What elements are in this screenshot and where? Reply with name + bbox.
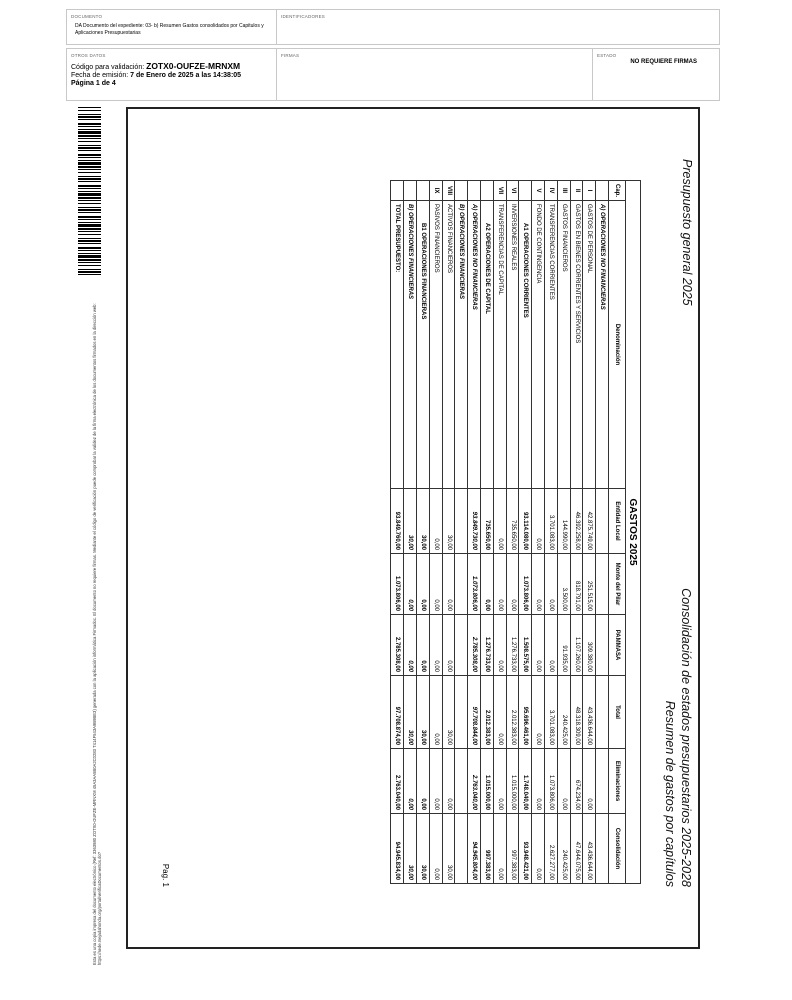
amount-cell: 0,00 [583, 749, 596, 814]
denomination-cell: B) OPERACIONES FINANCIERAS [455, 201, 468, 489]
barcode-bar [78, 172, 101, 173]
amount-cell: 93.849.760,00 [391, 489, 404, 554]
barcode-bar [78, 162, 101, 165]
amount-cell: 0,00 [532, 676, 545, 749]
table-row [391, 181, 404, 884]
amount-cell: 30,00 [417, 489, 430, 554]
amount-cell: 0,00 [493, 676, 506, 749]
page-title-left: Presupuesto general 2025 [680, 159, 694, 306]
barcode-bar [78, 154, 101, 156]
table-header-row [609, 181, 626, 884]
amount-cell: 0,00 [493, 749, 506, 814]
amount-cell: 2.012.383,00 [481, 676, 494, 749]
barcode-bar [78, 231, 101, 232]
amount-cell: 997.383,00 [506, 814, 519, 884]
table-row [417, 181, 430, 884]
amount-cell: 0,00 [429, 489, 442, 554]
amount-cell: 309.380,00 [583, 615, 596, 676]
amount-cell: 0,00 [532, 814, 545, 884]
amount-cell: 1.015.000,00 [506, 749, 519, 814]
amount-cell: 30,00 [404, 676, 417, 749]
amount-cell: 251.515,00 [583, 554, 596, 615]
amount-cell: 97.708.844,00 [468, 676, 481, 749]
chapter-cell: V [532, 181, 545, 201]
amount-cell: 0,00 [404, 749, 417, 814]
amount-cell: 30,00 [404, 489, 417, 554]
barcode-bar [78, 234, 101, 235]
column-header: Denominación [609, 201, 626, 489]
chapter-cell [519, 181, 532, 201]
pagina-indicator: Página 1 de 4 [71, 80, 116, 87]
barcode-bar [78, 255, 101, 258]
barcode-bar [78, 126, 101, 127]
barcode-bar [78, 147, 101, 149]
amount-cell: 735.650,00 [481, 489, 494, 554]
amount-cell: 1.276.733,00 [481, 615, 494, 676]
table-row [583, 181, 596, 884]
table-row [532, 181, 545, 884]
gastos-table [390, 180, 641, 884]
table-row [455, 181, 468, 884]
barcode-bar [78, 197, 101, 199]
amount-cell: 0,00 [545, 554, 558, 615]
identificadores-caption: IDENTIFICADORES [281, 14, 326, 19]
amount-cell: 93.948.421,00 [519, 814, 532, 884]
chapter-cell: II [570, 181, 583, 201]
chapter-cell [468, 181, 481, 201]
chapter-cell: VI [506, 181, 519, 201]
amount-cell: 46.392.258,00 [570, 489, 583, 554]
page-number [161, 864, 170, 887]
barcode-bar [78, 250, 101, 251]
barcode-bar [78, 240, 101, 242]
amount-cell: 93.114.080,00 [519, 489, 532, 554]
barcode-bar [78, 176, 101, 177]
amount-cell: 1.073.806,00 [468, 554, 481, 615]
barcode-bar [78, 193, 101, 196]
estado-value: NO REQUIERE FIRMAS [630, 59, 697, 65]
amount-cell: 0,00 [417, 615, 430, 676]
amount-cell: 1.073.806,00 [519, 554, 532, 615]
amount-cell: 0,00 [429, 814, 442, 884]
chapter-cell: IX [429, 181, 442, 201]
amount-cell: 1.073.806,00 [545, 749, 558, 814]
table-row [404, 181, 417, 884]
amount-cell: 30,00 [417, 676, 430, 749]
amount-cell: 0,00 [493, 554, 506, 615]
documento-cell [67, 10, 276, 44]
chapter-cell [404, 181, 417, 201]
amount-cell: 0,00 [545, 615, 558, 676]
barcode-bar [78, 114, 101, 115]
denomination-cell: PASIVOS FINANCIEROS [429, 201, 442, 489]
chapter-cell [596, 181, 609, 201]
table-row [442, 181, 455, 884]
barcode-bar [78, 178, 101, 180]
amount-cell: 0,00 [493, 489, 506, 554]
barcode-bar [78, 219, 101, 220]
table-row [468, 181, 481, 884]
denomination-cell: A2 OPERACIONES DE CAPITAL [481, 201, 494, 489]
column-header: Consolidación [609, 814, 626, 884]
denomination-cell: FONDO DE CONTINGENCIA [532, 201, 545, 489]
barcode-bar [78, 238, 101, 239]
amount-cell [455, 615, 468, 676]
rotated-page-content [128, 109, 698, 947]
amount-cell: 1.748.040,00 [519, 749, 532, 814]
amount-cell [455, 489, 468, 554]
barcode-bar [78, 203, 101, 204]
chapter-cell: I [583, 181, 596, 201]
barcode-bar [78, 123, 101, 125]
denomination-cell: A) OPERACIONES NO FINANCIERAS [468, 201, 481, 489]
amount-cell: 0,00 [532, 489, 545, 554]
codigo-value[interactable]: ZOTX0-OUFZE-MRNXM [146, 61, 241, 71]
codigo-label: Código para validación: [71, 64, 145, 71]
amount-cell: 95.696.461,00 [519, 676, 532, 749]
amount-cell: 94.945.804,00 [468, 814, 481, 884]
barcode-bar [78, 269, 101, 270]
chapter-cell [455, 181, 468, 201]
amount-cell [455, 676, 468, 749]
chapter-cell: III [557, 181, 570, 201]
amount-cell [455, 814, 468, 884]
denomination-cell: B1 OPERACIONES FINANCIERAS [417, 201, 430, 489]
denomination-cell: B) OPERACIONES FINANCIERAS [404, 201, 417, 489]
barcode-bar [78, 207, 101, 208]
amount-cell: 0,00 [532, 554, 545, 615]
fecha-value: 7 de Enero de 2025 a las 14:38:05 [130, 72, 242, 79]
verification-side-text: Esta es una copia impresa del documento electrónico (Ref: 3363980 ZOTX0-OUFZE-MRNXM 45A3AA5B0A2C0283 T414F543A9B9BE3) generada con la aplicación informática Firmadoc. El documento no requiere firmas. Mediante el código de verificación puede comprobar la validez de la firma electrónica de los documentos firmados en la dirección web: https://sede.mejadahonda.org/portal/verificaDocumentos.do? [92, 303, 103, 965]
amount-cell [596, 554, 609, 615]
amount-cell [455, 749, 468, 814]
barcode-bar [78, 166, 101, 168]
amount-cell: 30,00 [417, 814, 430, 884]
barcode-bar [78, 110, 101, 111]
barcode-bar [78, 271, 101, 273]
page-label: Pag. [161, 863, 170, 881]
estado-caption: ESTADO [597, 53, 617, 58]
barcode-bar [78, 209, 101, 211]
amount-cell: 818.791,00 [570, 554, 583, 615]
barcode-bar [78, 224, 101, 227]
amount-cell: 674.234,00 [570, 749, 583, 814]
amount-cell: 0,00 [532, 749, 545, 814]
amount-cell: 0,00 [404, 615, 417, 676]
denomination-cell: ACTIVOS FINANCIEROS [442, 201, 455, 489]
amount-cell: 2.763.040,00 [468, 749, 481, 814]
page-title-right [662, 588, 694, 887]
chapter-cell [481, 181, 494, 201]
denomination-cell: GASTOS EN BIENES CORRIENTES Y SERVICIOS [570, 201, 583, 489]
documento-caption: DOCUMENTO [71, 14, 103, 19]
firmas-caption: FIRMAS [281, 53, 300, 58]
documento-text: DA Documento del expediente: 03- b) Resumen Gastos consolidados por Capitulos y Aplicaciones Presupuestarias [75, 23, 264, 36]
amount-cell: 0,00 [532, 615, 545, 676]
barcode-bar [78, 191, 101, 192]
amount-cell: 1.015.000,00 [481, 749, 494, 814]
amount-cell: 0,00 [417, 749, 430, 814]
amount-cell: 3.500,00 [557, 554, 570, 615]
amount-cell: 91.935,00 [557, 615, 570, 676]
barcode-bar [78, 157, 101, 158]
barcode-bar [78, 138, 101, 139]
denomination-cell: TRANSFERENCIAS DE CAPITAL [493, 201, 506, 489]
barcode-bar [78, 135, 101, 137]
amount-cell: 0,00 [493, 814, 506, 884]
barcode-bar [78, 169, 101, 170]
amount-cell: 240.425,00 [557, 814, 570, 884]
barcode-bar [78, 243, 101, 244]
barcode-bar [78, 188, 101, 189]
chapter-cell [391, 181, 404, 201]
amount-cell [455, 554, 468, 615]
barcode-bar [78, 145, 101, 146]
amount-cell: 0,00 [481, 554, 494, 615]
amount-cell: 97.708.874,00 [391, 676, 404, 749]
amount-cell: 0,00 [429, 554, 442, 615]
barcode-bar [78, 141, 101, 142]
table-row [481, 181, 494, 884]
table-row [557, 181, 570, 884]
amount-cell: 0,00 [442, 749, 455, 814]
page-title-right-line2: Resumen de gastos por capítulos [663, 700, 677, 887]
chapter-cell: VIII [442, 181, 455, 201]
amount-cell [596, 814, 609, 884]
amount-cell: 0,00 [417, 554, 430, 615]
amount-cell: 2.785.308,00 [391, 615, 404, 676]
amount-cell: 48.318.309,00 [570, 676, 583, 749]
denomination-cell: A) OPERACIONES NO FINANCIERAS [596, 201, 609, 489]
amount-cell: 3.701.083,00 [545, 676, 558, 749]
barcode-bar [78, 274, 101, 275]
amount-cell: 1.073.806,00 [391, 554, 404, 615]
amount-cell: 30,00 [442, 814, 455, 884]
amount-cell: 0,00 [506, 554, 519, 615]
column-header: Monte del Pilar [609, 554, 626, 615]
table-title: GASTOS 2025 [626, 181, 641, 884]
table-row [570, 181, 583, 884]
page-number-value: 1 [161, 882, 170, 887]
table-row [519, 181, 532, 884]
barcode-bar [78, 160, 101, 161]
amount-cell: 47.644.075,00 [570, 814, 583, 884]
chapter-cell: IV [545, 181, 558, 201]
amount-cell: 2.763.040,00 [391, 749, 404, 814]
chapter-cell: VII [493, 181, 506, 201]
header-document-row [66, 9, 720, 45]
fecha-label: Fecha de emisión: [71, 72, 129, 79]
amount-cell: 43.436.644,00 [583, 676, 596, 749]
column-header: Eliminaciones [609, 749, 626, 814]
amount-cell: 240.425,00 [557, 676, 570, 749]
table-row [596, 181, 609, 884]
firmas-cell [276, 49, 592, 100]
amount-cell: 2.785.308,00 [468, 615, 481, 676]
barcode-bar [78, 212, 101, 213]
barcode-bar [78, 265, 101, 266]
barcode-bar [78, 262, 101, 263]
amount-cell: 43.436.644,00 [583, 814, 596, 884]
amount-cell: 94.945.834,00 [391, 814, 404, 884]
denomination-cell: TOTAL PRESUPUESTO: [391, 201, 404, 489]
barcode-bar [78, 222, 101, 223]
amount-cell: 3.701.083,00 [545, 489, 558, 554]
validation-block [71, 62, 241, 88]
barcode-bar [78, 119, 101, 120]
amount-cell: 30,00 [404, 814, 417, 884]
denomination-cell: A1 OPERACIONES CORRIENTES [519, 201, 532, 489]
column-header: Cap. [609, 181, 626, 201]
estado-cell [592, 49, 719, 100]
otros-datos-cell [67, 49, 276, 100]
amount-cell [596, 749, 609, 814]
barcode-image [78, 107, 101, 275]
amount-cell: 2.627.277,00 [545, 814, 558, 884]
amount-cell: 1.107.260,00 [570, 615, 583, 676]
barcode-bar [78, 228, 101, 230]
denomination-cell: INVERSIONES REALES [506, 201, 519, 489]
amount-cell: 30,00 [442, 676, 455, 749]
page-title-right-line1: Consolidación de estados presupuestarios 2025-2028 [679, 588, 693, 887]
column-header: Entidad Local [609, 489, 626, 554]
amount-cell [596, 676, 609, 749]
amount-cell: 0,00 [429, 676, 442, 749]
table-row [493, 181, 506, 884]
amount-cell: 0,00 [429, 749, 442, 814]
amount-cell: 2.012.383,00 [506, 676, 519, 749]
amount-cell: 997.383,00 [481, 814, 494, 884]
table-body [391, 181, 609, 884]
amount-cell: 0,00 [557, 749, 570, 814]
amount-cell: 1.276.733,00 [506, 615, 519, 676]
barcode-bar [78, 247, 101, 249]
table-row [429, 181, 442, 884]
amount-cell: 30,00 [442, 489, 455, 554]
amount-cell: 735.650,00 [506, 489, 519, 554]
amount-cell: 0,00 [442, 615, 455, 676]
amount-cell [596, 489, 609, 554]
amount-cell [596, 615, 609, 676]
amount-cell: 0,00 [404, 554, 417, 615]
barcode-bar [78, 216, 101, 218]
barcode-bar [78, 131, 101, 134]
table-row [506, 181, 519, 884]
barcode-bar [78, 116, 101, 118]
amount-cell: 144.990,00 [557, 489, 570, 554]
otros-datos-caption: OTROS DATOS [71, 53, 106, 58]
amount-cell: 0,00 [429, 615, 442, 676]
budget-page [126, 107, 700, 949]
barcode-bar [78, 129, 101, 130]
denomination-cell: GASTOS FINANCIEROS [557, 201, 570, 489]
amount-cell: 0,00 [493, 615, 506, 676]
identificadores-cell [276, 10, 719, 44]
amount-cell: 93.849.730,00 [468, 489, 481, 554]
header-data-row [66, 48, 720, 101]
amount-cell: 42.875.749,00 [583, 489, 596, 554]
amount-cell: 0,00 [442, 554, 455, 615]
barcode-bar [78, 107, 101, 108]
barcode-bar [78, 150, 101, 151]
column-header: PAMMASA [609, 615, 626, 676]
barcode-bar [78, 259, 101, 261]
column-header: Total [609, 676, 626, 749]
barcode-bar [78, 253, 101, 254]
denomination-cell: GASTOS DE PERSONAL [583, 201, 596, 489]
barcode-bar [78, 181, 101, 182]
amount-cell: 1.508.575,00 [519, 615, 532, 676]
table-row [545, 181, 558, 884]
chapter-cell [417, 181, 430, 201]
denomination-cell: TRANSFERENCIAS CORRIENTES [545, 201, 558, 489]
barcode-bar [78, 200, 101, 201]
barcode-bar [78, 185, 101, 187]
